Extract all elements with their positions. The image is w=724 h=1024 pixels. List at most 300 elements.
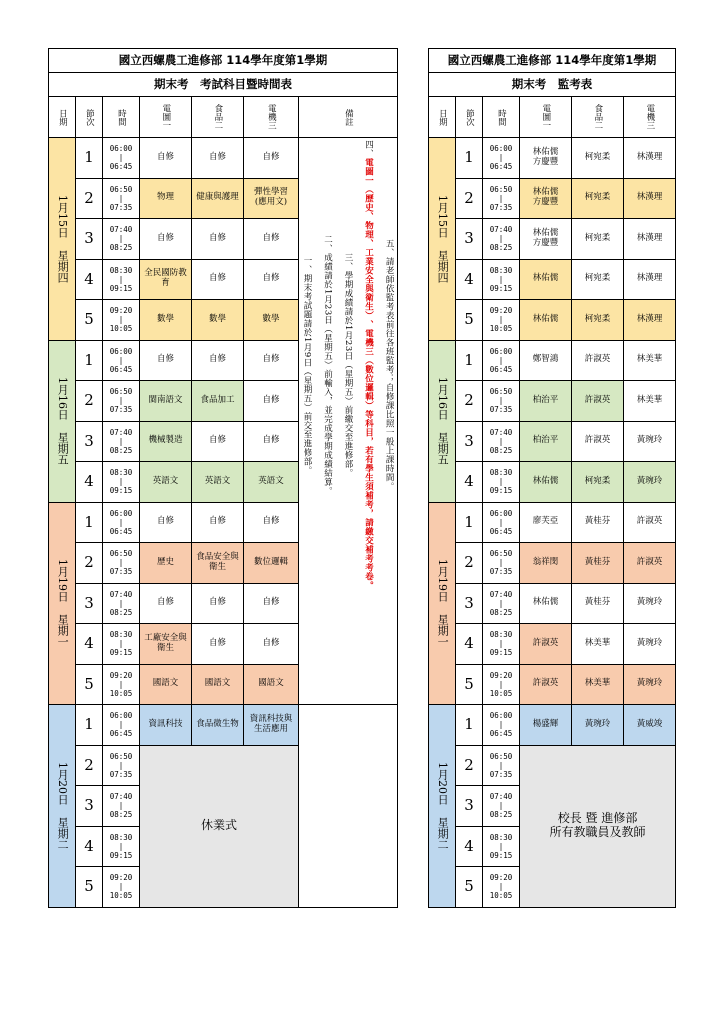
subject-cell: 數學 — [140, 300, 192, 341]
time-end: 07:35 — [489, 567, 513, 577]
time-end: 06:45 — [489, 729, 513, 739]
proctor-cell: 許淑英 — [572, 340, 624, 381]
proctor-cell: 林佑儒 方慶豐 — [520, 138, 572, 179]
subject-cell: 自修 — [192, 583, 244, 624]
period-cell: 5 — [456, 300, 483, 341]
period-cell: 5 — [456, 867, 483, 908]
time-start: 06:00 — [109, 144, 133, 154]
header-class-drafting-1: 電圖一 — [520, 97, 572, 138]
period-cell: 5 — [456, 664, 483, 705]
time-separator: | — [498, 801, 504, 811]
exam-date: 1月16日 — [56, 377, 70, 420]
time-end: 06:45 — [109, 162, 133, 172]
time-cell — [103, 219, 140, 260]
note-item: 一、期末考試題請於1月9日（星期五）前交至進修部。 — [302, 255, 312, 475]
subject-cell: 英語文 — [244, 462, 299, 503]
time-end: 10:05 — [489, 891, 513, 901]
time-cell — [483, 664, 520, 705]
time-cell — [483, 786, 520, 827]
period-cell: 3 — [456, 786, 483, 827]
time-start: 06:50 — [109, 751, 133, 761]
proctor-cell: 林佑儒 — [520, 300, 572, 341]
proctor-cell: 許淑英 — [520, 664, 572, 705]
subject-cell: 食品加工 — [192, 381, 244, 422]
exam-schedule-table — [48, 48, 398, 908]
time-cell — [483, 178, 520, 219]
proctor-cell: 許淑英 — [624, 543, 676, 584]
period-cell: 2 — [76, 745, 103, 786]
subject-cell: 自修 — [192, 502, 244, 543]
subject-cell: 自修 — [140, 340, 192, 381]
closing-line-2: 所有教職員及教師 — [549, 825, 646, 839]
time-cell — [483, 300, 520, 341]
subject-cell: 自修 — [192, 259, 244, 300]
header-class-food-2: 食品二 — [572, 97, 624, 138]
day-label-cell — [49, 502, 76, 705]
proctor-cell: 柏治平 — [520, 421, 572, 462]
exam-date: 1月20日 — [436, 761, 450, 805]
header-class-drafting-1: 電圖一 — [140, 97, 192, 138]
time-cell — [103, 583, 140, 624]
time-separator: | — [498, 315, 504, 325]
subject-cell: 自修 — [244, 421, 299, 462]
time-start: 09:20 — [489, 670, 513, 680]
proctor-cell: 林佑儒 方慶豐 — [520, 178, 572, 219]
period-cell: 2 — [456, 178, 483, 219]
time-start: 06:00 — [489, 508, 513, 518]
period-cell: 3 — [456, 583, 483, 624]
time-separator: | — [498, 841, 504, 851]
schedule-row — [429, 462, 676, 503]
proctor-cell: 林佑儒 — [520, 259, 572, 300]
proctor-cell: 黃桂芬 — [572, 543, 624, 584]
period-cell: 5 — [76, 300, 103, 341]
proctor-cell: 林佑儒 — [520, 583, 572, 624]
proctor-cell: 許淑英 — [624, 502, 676, 543]
time-separator: | — [118, 396, 124, 406]
subject-cell: 歷史 — [140, 543, 192, 584]
time-end: 08:25 — [489, 243, 513, 253]
time-end: 06:45 — [489, 364, 513, 374]
time-cell — [483, 340, 520, 381]
proctor-cell: 黃琬玲 — [624, 462, 676, 503]
time-start: 06:00 — [109, 508, 133, 518]
time-start: 07:40 — [489, 792, 513, 802]
proctor-cell: 林漢理 — [624, 300, 676, 341]
subject-cell: 國語文 — [192, 664, 244, 705]
exam-weekday: 星期四 — [436, 249, 450, 283]
time-start: 06:50 — [109, 387, 133, 397]
period-cell: 1 — [456, 502, 483, 543]
period-cell: 3 — [76, 219, 103, 260]
proctor-cell: 翁祥閔 — [520, 543, 572, 584]
time-separator: | — [498, 598, 504, 608]
time-start: 08:30 — [489, 630, 513, 640]
proctor-cell: 黃桂芬 — [572, 583, 624, 624]
exam-date: 1月15日 — [436, 194, 450, 238]
time-separator: | — [498, 720, 504, 730]
time-separator: | — [498, 679, 504, 689]
time-separator: | — [118, 274, 124, 284]
time-end: 06:45 — [109, 364, 133, 374]
header-date: 日期 — [49, 97, 76, 138]
note-item: 三、學期成績請於1月23日（星期五）前繳交至進修部。 — [343, 252, 354, 478]
time-separator: | — [498, 274, 504, 284]
time-end: 07:35 — [489, 202, 513, 212]
time-cell — [103, 624, 140, 665]
schedule-row — [429, 705, 676, 746]
proctor-cell: 許淑英 — [572, 381, 624, 422]
header-time: 時間 — [103, 97, 140, 138]
schedule-row — [429, 583, 676, 624]
time-cell — [483, 826, 520, 867]
exam-date: 1月20日 — [56, 761, 70, 805]
period-cell: 2 — [456, 745, 483, 786]
time-separator: | — [498, 477, 504, 487]
time-end: 09:15 — [109, 486, 133, 496]
schedule-row — [429, 421, 676, 462]
proctor-cell: 林美華 — [572, 664, 624, 705]
time-separator: | — [498, 355, 504, 365]
header-notes: 備註 — [299, 97, 398, 138]
proctor-cell: 楊盛輝 — [520, 705, 572, 746]
proctor-cell: 許淑英 — [520, 624, 572, 665]
time-cell — [483, 381, 520, 422]
subject-cell: 食品微生物 — [192, 705, 244, 746]
proctor-cell: 林美華 — [624, 381, 676, 422]
exam-date: 1月19日 — [56, 559, 70, 603]
closing-ceremony-label: 休業式 — [200, 818, 237, 833]
day-label-cell — [429, 138, 456, 341]
time-end: 09:15 — [489, 283, 513, 293]
time-separator: | — [498, 193, 504, 203]
day-label-cell — [429, 705, 456, 908]
subject-cell: 自修 — [244, 219, 299, 260]
proctor-cell: 柯宛柔 — [572, 462, 624, 503]
period-cell: 3 — [76, 421, 103, 462]
subject-cell: 數學 — [192, 300, 244, 341]
proctor-cell: 林漢理 — [624, 138, 676, 179]
schedule-row — [429, 300, 676, 341]
subject-cell: 自修 — [192, 219, 244, 260]
time-end: 08:25 — [489, 810, 513, 820]
time-separator: | — [498, 517, 504, 527]
time-cell — [483, 462, 520, 503]
subject-cell: 資訊科技與 生活應用 — [244, 705, 299, 746]
time-end: 08:25 — [489, 445, 513, 455]
proctor-cell: 黃琬玲 — [624, 664, 676, 705]
time-end: 06:45 — [109, 526, 133, 536]
time-cell — [103, 867, 140, 908]
time-separator: | — [498, 882, 504, 892]
time-cell — [483, 624, 520, 665]
subject-cell: 自修 — [140, 219, 192, 260]
schedule-row — [429, 219, 676, 260]
subject-cell: 物理 — [140, 178, 192, 219]
proctor-cell: 黃琬玲 — [624, 624, 676, 665]
proctor-cell: 許淑英 — [572, 421, 624, 462]
subject-cell: 工廠安全與 衛生 — [140, 624, 192, 665]
proctor-cell: 林佑儒 — [520, 462, 572, 503]
proctor-cell: 廖芙亞 — [520, 502, 572, 543]
subject-cell: 自修 — [192, 421, 244, 462]
schedule-row — [429, 381, 676, 422]
subject-cell: 自修 — [244, 138, 299, 179]
time-separator: | — [498, 760, 504, 770]
period-cell: 4 — [456, 259, 483, 300]
subject-cell: 自修 — [244, 624, 299, 665]
period-cell: 4 — [456, 624, 483, 665]
proctor-cell: 林漢理 — [624, 259, 676, 300]
time-end: 09:15 — [109, 850, 133, 860]
header-period: 節次 — [456, 97, 483, 138]
period-cell: 3 — [456, 219, 483, 260]
subject-cell: 自修 — [140, 502, 192, 543]
period-cell: 3 — [76, 786, 103, 827]
exam-weekday: 星期一 — [436, 614, 450, 648]
schedule-subtitle: 期末考 考試科目暨時間表 — [49, 73, 398, 97]
time-separator: | — [498, 558, 504, 568]
day-label-cell — [429, 502, 456, 705]
time-separator: | — [118, 436, 124, 446]
time-start: 06:00 — [489, 144, 513, 154]
time-cell — [103, 705, 140, 746]
closing-proctor-cell — [520, 745, 676, 907]
subject-cell: 數學 — [244, 300, 299, 341]
proctor-cell: 柯宛柔 — [572, 259, 624, 300]
subject-cell: 英語文 — [192, 462, 244, 503]
exam-weekday: 星期五 — [436, 432, 450, 465]
exam-weekday: 星期四 — [56, 249, 70, 283]
subject-cell: 自修 — [244, 502, 299, 543]
time-separator: | — [118, 598, 124, 608]
time-cell — [103, 664, 140, 705]
subject-cell: 彈性學習 (應用文) — [244, 178, 299, 219]
header-time: 時間 — [483, 97, 520, 138]
time-end: 08:25 — [109, 810, 133, 820]
time-separator: | — [118, 639, 124, 649]
time-start: 06:00 — [489, 346, 513, 356]
time-separator: | — [498, 153, 504, 163]
period-cell: 4 — [76, 826, 103, 867]
subject-cell: 國語文 — [244, 664, 299, 705]
subject-cell: 自修 — [244, 259, 299, 300]
time-separator: | — [118, 679, 124, 689]
proctor-title: 國立西螺農工進修部 114學年度第1學期 — [429, 49, 676, 73]
schedule-row — [429, 543, 676, 584]
schedule-row — [429, 745, 676, 786]
proctor-cell: 林美華 — [624, 340, 676, 381]
time-separator: | — [118, 517, 124, 527]
proctor-cell: 柯宛柔 — [572, 219, 624, 260]
time-separator: | — [498, 396, 504, 406]
proctor-cell: 柏治平 — [520, 381, 572, 422]
closing-ceremony-cell — [140, 745, 299, 907]
time-start: 09:20 — [109, 873, 133, 883]
period-cell: 1 — [456, 705, 483, 746]
time-start: 08:30 — [109, 832, 133, 842]
schedule-row — [429, 138, 676, 179]
day-label-cell — [49, 340, 76, 502]
proctor-subtitle: 期末考 監考表 — [429, 73, 676, 97]
exam-weekday: 星期二 — [436, 816, 450, 850]
exam-date: 1月16日 — [436, 377, 450, 420]
time-cell — [103, 462, 140, 503]
time-end: 09:15 — [489, 648, 513, 658]
time-separator: | — [498, 639, 504, 649]
time-start: 06:50 — [109, 549, 133, 559]
time-end: 06:45 — [489, 162, 513, 172]
time-start: 06:00 — [109, 711, 133, 721]
period-cell: 4 — [76, 624, 103, 665]
period-cell: 4 — [76, 259, 103, 300]
time-end: 10:05 — [109, 891, 133, 901]
proctor-cell: 黃琬玲 — [624, 583, 676, 624]
schedule-row — [429, 178, 676, 219]
schedule-row — [429, 259, 676, 300]
proctor-cell: 黃琬玲 — [624, 421, 676, 462]
time-cell — [103, 826, 140, 867]
subject-cell: 資訊科技 — [140, 705, 192, 746]
time-end: 10:05 — [489, 688, 513, 698]
time-start: 07:40 — [109, 225, 133, 235]
time-start: 07:40 — [489, 589, 513, 599]
time-cell — [483, 219, 520, 260]
time-start: 08:30 — [489, 468, 513, 478]
note-number: 四、 — [363, 140, 374, 158]
time-cell — [103, 340, 140, 381]
time-cell — [483, 138, 520, 179]
time-start: 06:50 — [489, 184, 513, 194]
time-start: 09:20 — [109, 670, 133, 680]
time-separator: | — [118, 801, 124, 811]
time-separator: | — [118, 882, 124, 892]
subject-cell: 自修 — [244, 583, 299, 624]
time-start: 07:40 — [109, 427, 133, 437]
notes-columns — [299, 140, 397, 590]
time-start: 06:50 — [109, 184, 133, 194]
period-cell: 4 — [456, 462, 483, 503]
time-cell — [103, 300, 140, 341]
time-start: 08:30 — [489, 832, 513, 842]
time-separator: | — [118, 477, 124, 487]
subject-cell: 英語文 — [140, 462, 192, 503]
day-label-cell — [429, 340, 456, 502]
time-start: 07:40 — [109, 792, 133, 802]
time-cell — [483, 583, 520, 624]
header-class-electrical-3: 電機三 — [624, 97, 676, 138]
period-cell: 2 — [456, 543, 483, 584]
period-cell: 2 — [76, 543, 103, 584]
time-start: 07:40 — [109, 589, 133, 599]
period-cell: 1 — [76, 502, 103, 543]
time-separator: | — [498, 436, 504, 446]
time-end: 07:35 — [109, 769, 133, 779]
time-end: 10:05 — [489, 324, 513, 334]
time-separator: | — [118, 841, 124, 851]
exam-weekday: 星期五 — [56, 432, 70, 465]
subject-cell: 全民國防教 育 — [140, 259, 192, 300]
time-end: 08:25 — [109, 607, 133, 617]
time-end: 10:05 — [109, 324, 133, 334]
time-start: 06:50 — [489, 549, 513, 559]
proctor-cell: 鄭智鴻 — [520, 340, 572, 381]
time-cell — [483, 421, 520, 462]
period-cell: 1 — [456, 340, 483, 381]
time-cell — [483, 867, 520, 908]
time-separator: | — [118, 315, 124, 325]
time-separator: | — [118, 760, 124, 770]
time-separator: | — [118, 720, 124, 730]
subject-cell: 國語文 — [140, 664, 192, 705]
period-cell: 3 — [76, 583, 103, 624]
period-cell: 3 — [456, 421, 483, 462]
header-period: 節次 — [76, 97, 103, 138]
time-cell — [103, 421, 140, 462]
time-start: 06:50 — [489, 387, 513, 397]
time-start: 09:20 — [109, 306, 133, 316]
time-start: 08:30 — [109, 630, 133, 640]
period-cell: 1 — [76, 340, 103, 381]
header-class-food-2: 食品二 — [192, 97, 244, 138]
time-cell — [103, 259, 140, 300]
time-cell — [103, 786, 140, 827]
time-start: 09:20 — [489, 306, 513, 316]
time-start: 07:40 — [489, 225, 513, 235]
proctor-cell: 黃威竣 — [624, 705, 676, 746]
notes-cell — [299, 138, 398, 705]
time-start: 07:40 — [489, 427, 513, 437]
period-cell: 5 — [76, 867, 103, 908]
time-start: 08:30 — [489, 265, 513, 275]
time-cell — [103, 543, 140, 584]
proctor-cell: 林佑儒 方慶豐 — [520, 219, 572, 260]
exam-weekday: 星期二 — [56, 816, 70, 850]
time-start: 06:50 — [489, 751, 513, 761]
note-highlight: 電圖一（歷史、物理、工業安全與衛生）、電機三（數位邏輯）等科目，若有學生須補考，請繳交補考考卷。 — [363, 158, 374, 590]
day-label-cell — [49, 705, 76, 908]
schedule-row — [49, 138, 398, 179]
time-cell — [483, 259, 520, 300]
time-end: 08:25 — [109, 243, 133, 253]
time-end: 08:25 — [489, 607, 513, 617]
subject-cell: 自修 — [192, 624, 244, 665]
period-cell: 1 — [76, 705, 103, 746]
proctor-schedule-table — [428, 48, 676, 908]
time-cell — [103, 502, 140, 543]
exam-date: 1月15日 — [56, 194, 70, 238]
proctor-cell: 林美華 — [572, 624, 624, 665]
exam-weekday: 星期一 — [56, 614, 70, 648]
subject-cell: 自修 — [140, 583, 192, 624]
schedule-row — [429, 664, 676, 705]
time-end: 08:25 — [109, 445, 133, 455]
time-start: 06:00 — [489, 711, 513, 721]
subject-cell: 健康與護理 — [192, 178, 244, 219]
time-cell — [483, 543, 520, 584]
time-cell — [103, 138, 140, 179]
time-end: 07:35 — [109, 202, 133, 212]
time-end: 09:15 — [489, 486, 513, 496]
subject-cell: 自修 — [140, 138, 192, 179]
proctor-cell: 柯宛柔 — [572, 138, 624, 179]
proctor-cell: 黃琬玲 — [572, 705, 624, 746]
schedule-row — [49, 705, 398, 746]
time-cell — [103, 178, 140, 219]
time-separator: | — [118, 558, 124, 568]
time-cell — [483, 745, 520, 786]
schedule-title: 國立西螺農工進修部 114學年度第1學期 — [49, 49, 398, 73]
